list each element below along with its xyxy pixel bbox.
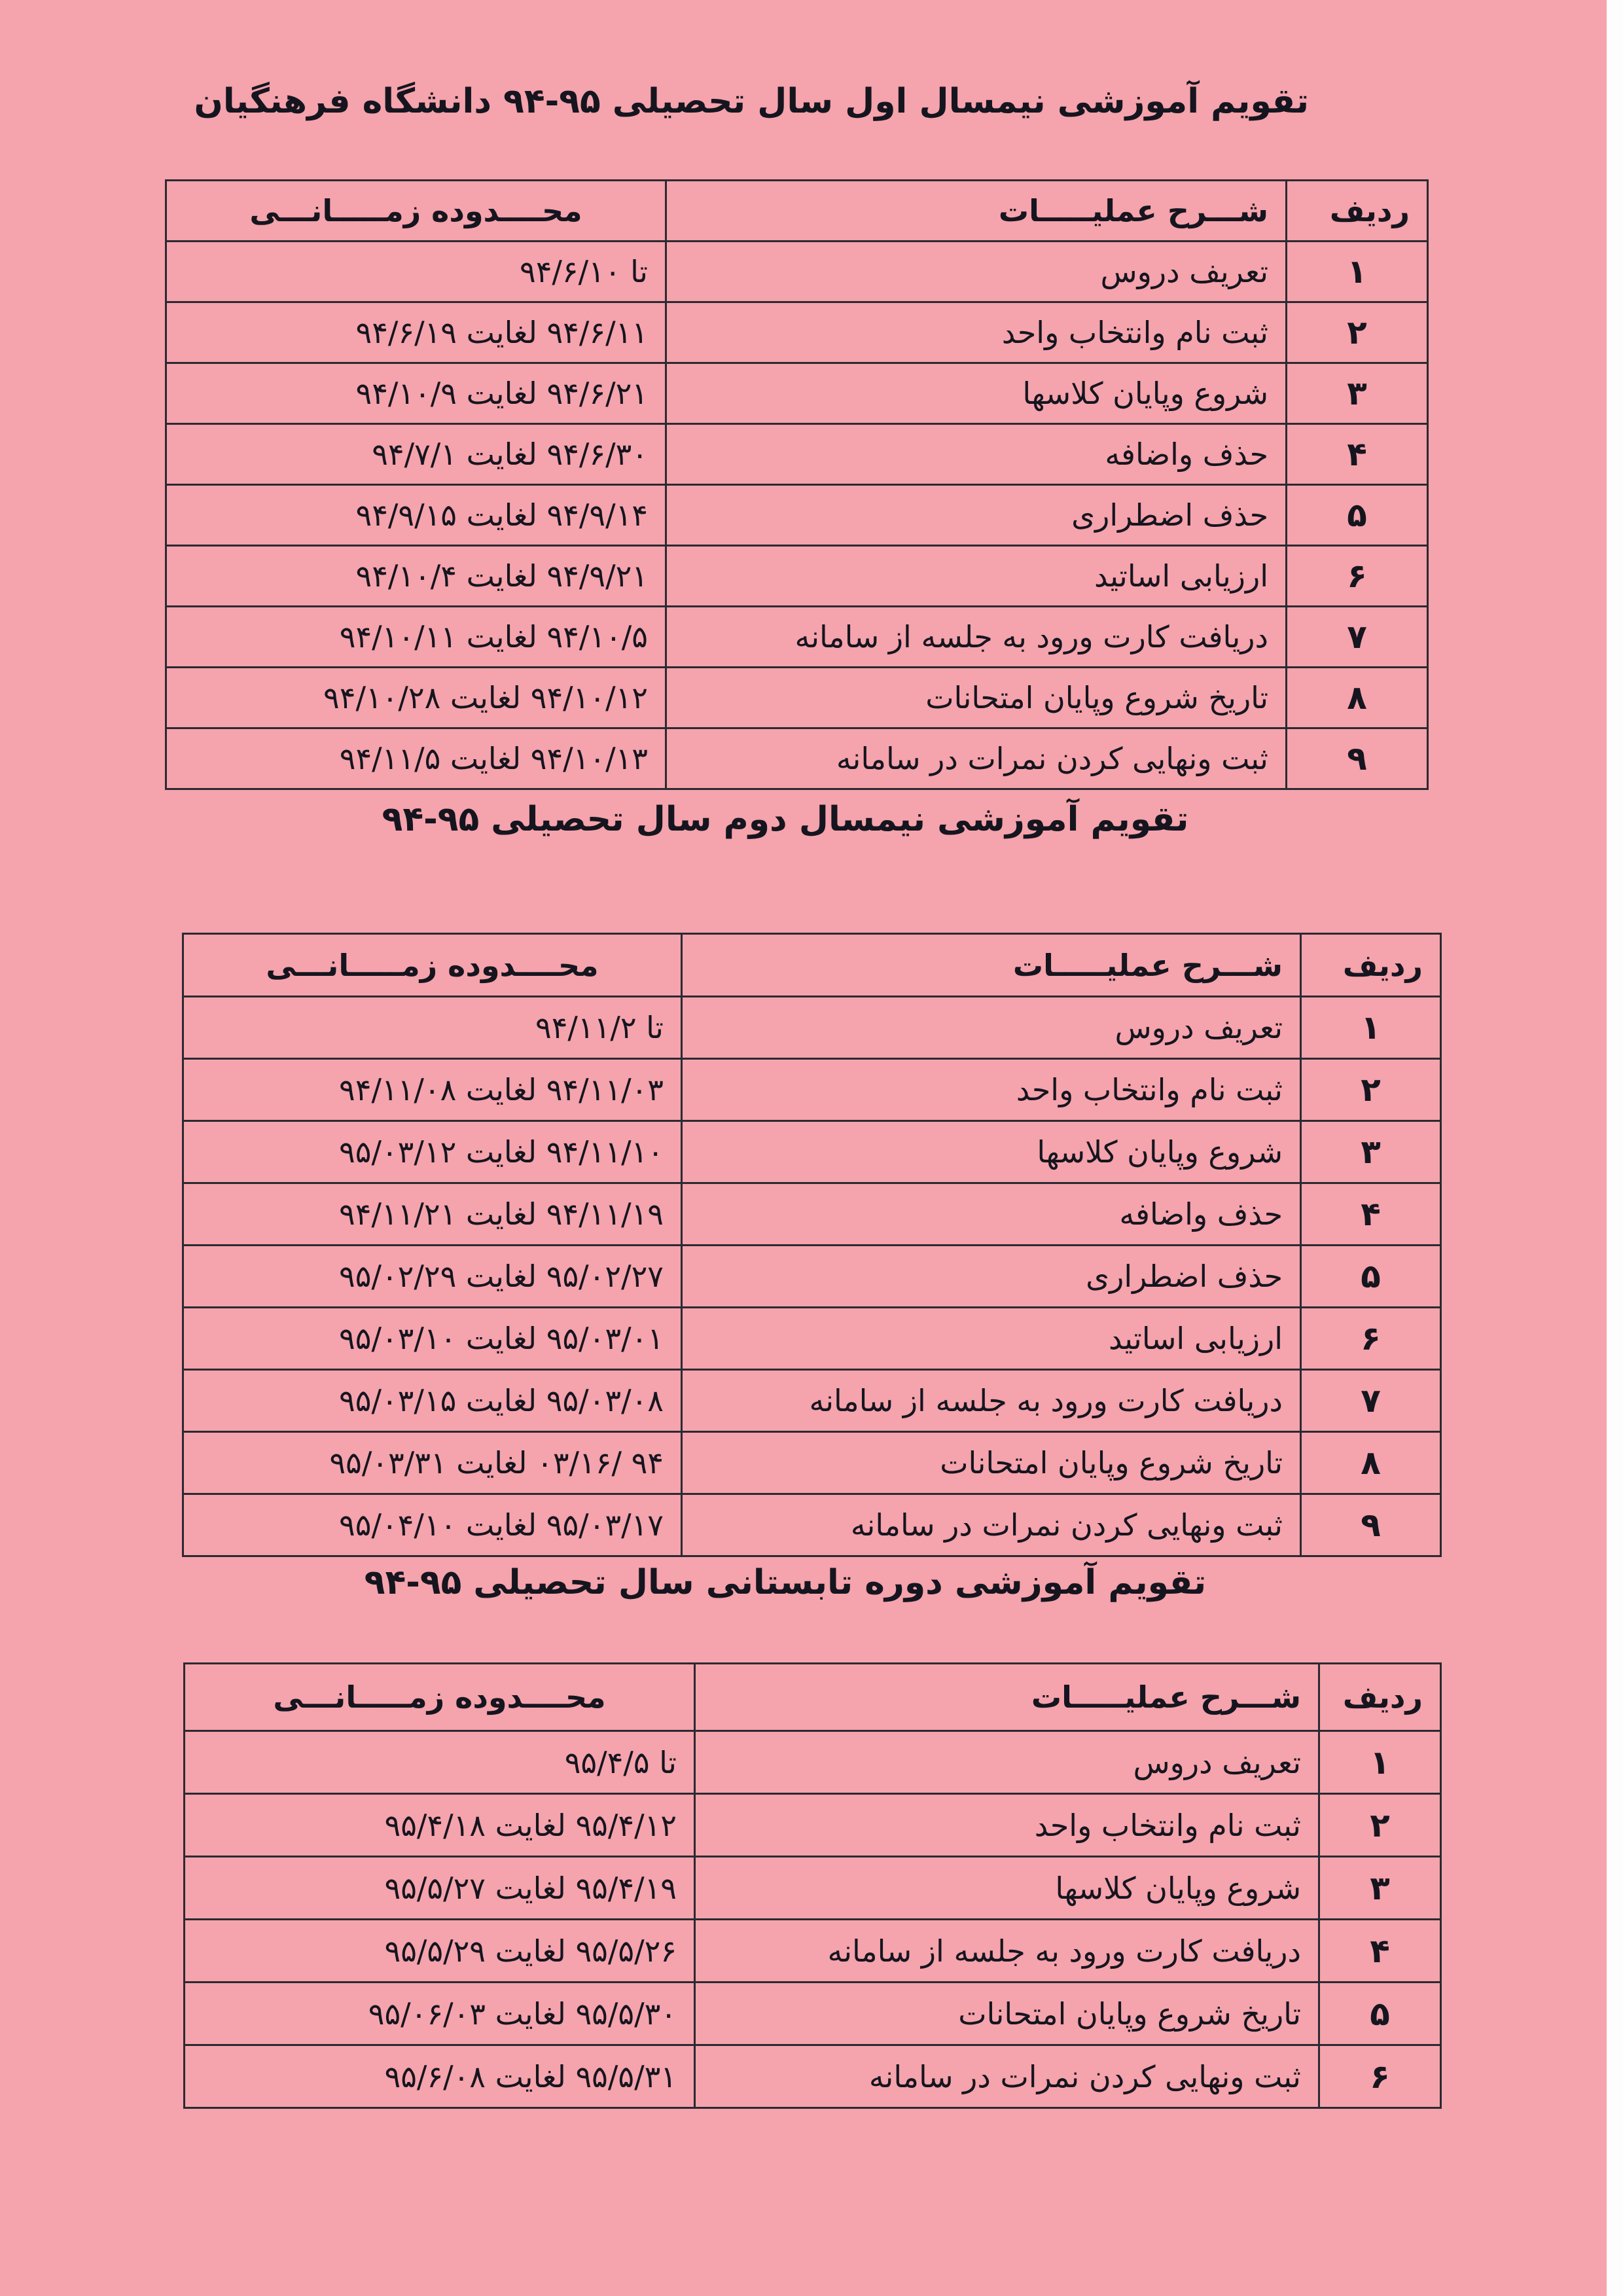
header-row-no: ردیف xyxy=(1287,181,1428,242)
row-description: تعریف دروس xyxy=(666,242,1287,302)
row-time-range: ۹۵/۵/۳۱ لغایت ۹۵/۶/۰۸ xyxy=(185,2045,695,2108)
row-time-range: تا ۹۵/۴/۵ xyxy=(185,1731,695,1794)
row-time-range: ۹۵/۰۲/۲۷ لغایت ۹۵/۰۲/۲۹ xyxy=(183,1246,682,1308)
row-description: شروع وپایان کلاسها xyxy=(695,1857,1319,1920)
section-1-title: تقویم آموزشی نیمسال اول سال تحصیلی ۹۵-۹۴ دانشگاه فرهنگیان xyxy=(194,82,1309,121)
row-time-range: ۹۵/۵/۳۰ لغایت ۹۵/۰۶/۰۳ xyxy=(185,1982,695,2045)
row-description: تعریف دروس xyxy=(682,997,1301,1059)
row-number: ۹ xyxy=(1287,728,1428,789)
row-time-range: ۹۴/۱۱/۱۰ لغایت ۹۵/۰۳/۱۲ xyxy=(183,1121,682,1183)
row-description: تاریخ شروع وپایان امتحانات xyxy=(682,1432,1301,1494)
header-description: شـــرح عملیـــــات xyxy=(695,1664,1319,1731)
header-time-range: محــــدوده زمـــــانـــی xyxy=(183,934,682,997)
table-row xyxy=(183,1059,1441,1121)
table-row xyxy=(183,1183,1441,1246)
row-description: ثبت نام وانتخاب واحد xyxy=(682,1059,1301,1121)
table-row xyxy=(185,1857,1441,1920)
row-number: ۶ xyxy=(1319,2045,1441,2108)
row-description: ثبت ونهایی کردن نمرات در سامانه xyxy=(682,1494,1301,1556)
table-header-row xyxy=(185,1664,1441,1731)
row-time-range: ۹۴/۱۰/۱۳ لغایت ۹۴/۱۱/۵ xyxy=(166,728,666,789)
row-description: حذف واضافه xyxy=(682,1183,1301,1246)
row-time-range: ۹۵/۰۳/۱۷ لغایت ۹۵/۰۴/۱۰ xyxy=(183,1494,682,1556)
section-1-table xyxy=(165,179,1429,790)
row-number: ۶ xyxy=(1287,546,1428,607)
header-row-no: ردیف xyxy=(1301,934,1441,997)
table-row xyxy=(166,302,1428,363)
table-row xyxy=(185,2045,1441,2108)
row-number: ۵ xyxy=(1287,485,1428,546)
table-row xyxy=(185,1731,1441,1794)
row-time-range: تا ۹۴/۶/۱۰ xyxy=(166,242,666,302)
row-time-range: ۹۴ /۰۳/۱۶ لغایت ۹۵/۰۳/۳۱ xyxy=(183,1432,682,1494)
header-time-range: محــــدوده زمـــــانـــی xyxy=(166,181,666,242)
row-description: حذف اضطراری xyxy=(682,1246,1301,1308)
row-time-range: ۹۵/۵/۲۶ لغایت ۹۵/۵/۲۹ xyxy=(185,1920,695,1982)
row-time-range: ۹۴/۱۰/۱۲ لغایت ۹۴/۱۰/۲۸ xyxy=(166,668,666,728)
table-row xyxy=(183,1432,1441,1494)
row-description: ثبت ونهایی کردن نمرات در سامانه xyxy=(695,2045,1319,2108)
row-number: ۷ xyxy=(1301,1370,1441,1432)
table-row xyxy=(166,242,1428,302)
row-time-range: ۹۴/۱۱/۰۳ لغایت ۹۴/۱۱/۰۸ xyxy=(183,1059,682,1121)
table-header-row xyxy=(166,181,1428,242)
row-description: ثبت نام وانتخاب واحد xyxy=(666,302,1287,363)
row-number: ۲ xyxy=(1301,1059,1441,1121)
section-3-title: تقویم آموزشی دوره تابستانی سال تحصیلی ۹۵-۹۴ xyxy=(364,1563,1207,1602)
row-description: دریافت کارت ورود به جلسه از سامانه xyxy=(695,1920,1319,1982)
row-number: ۶ xyxy=(1301,1308,1441,1370)
row-description: ارزیابی اساتید xyxy=(666,546,1287,607)
row-time-range: ۹۴/۹/۱۴ لغایت ۹۴/۹/۱۵ xyxy=(166,485,666,546)
row-number: ۳ xyxy=(1287,363,1428,424)
row-time-range: ۹۵/۰۳/۰۸ لغایت ۹۵/۰۳/۱۵ xyxy=(183,1370,682,1432)
row-number: ۷ xyxy=(1287,607,1428,668)
row-time-range: ۹۴/۶/۳۰ لغایت ۹۴/۷/۱ xyxy=(166,424,666,485)
row-number: ۳ xyxy=(1319,1857,1441,1920)
table-row xyxy=(183,1246,1441,1308)
row-number: ۴ xyxy=(1319,1920,1441,1982)
table-row xyxy=(183,1308,1441,1370)
row-time-range: ۹۴/۱۰/۵ لغایت ۹۴/۱۰/۱۱ xyxy=(166,607,666,668)
row-description: حذف اضطراری xyxy=(666,485,1287,546)
row-description: ارزیابی اساتید xyxy=(682,1308,1301,1370)
row-number: ۴ xyxy=(1287,424,1428,485)
row-time-range: ۹۴/۱۱/۱۹ لغایت ۹۴/۱۱/۲۱ xyxy=(183,1183,682,1246)
table-row xyxy=(166,546,1428,607)
row-time-range: ۹۴/۶/۱۱ لغایت ۹۴/۶/۱۹ xyxy=(166,302,666,363)
row-time-range: ۹۵/۴/۱۲ لغایت ۹۵/۴/۱۸ xyxy=(185,1794,695,1857)
row-description: تاریخ شروع وپایان امتحانات xyxy=(666,668,1287,728)
row-description: ثبت ونهایی کردن نمرات در سامانه xyxy=(666,728,1287,789)
table-row xyxy=(185,1794,1441,1857)
row-number: ۱ xyxy=(1287,242,1428,302)
table-row xyxy=(183,997,1441,1059)
row-number: ۲ xyxy=(1287,302,1428,363)
row-description: تعریف دروس xyxy=(695,1731,1319,1794)
section-3-table xyxy=(183,1662,1442,2109)
section-2-title: تقویم آموزشی نیمسال دوم سال تحصیلی ۹۵-۹۴ xyxy=(382,800,1189,839)
row-number: ۳ xyxy=(1301,1121,1441,1183)
table-row xyxy=(166,363,1428,424)
table-row xyxy=(166,607,1428,668)
row-description: حذف واضافه xyxy=(666,424,1287,485)
table-row xyxy=(166,668,1428,728)
row-number: ۵ xyxy=(1301,1246,1441,1308)
table-header-row xyxy=(183,934,1441,997)
row-description: ثبت نام وانتخاب واحد xyxy=(695,1794,1319,1857)
row-number: ۴ xyxy=(1301,1183,1441,1246)
row-number: ۹ xyxy=(1301,1494,1441,1556)
section-2-table xyxy=(182,933,1442,1557)
row-description: تاریخ شروع وپایان امتحانات xyxy=(695,1982,1319,2045)
row-time-range: ۹۵/۰۳/۰۱ لغایت ۹۵/۰۳/۱۰ xyxy=(183,1308,682,1370)
header-row-no: ردیف xyxy=(1319,1664,1441,1731)
row-time-range: تا ۹۴/۱۱/۲ xyxy=(183,997,682,1059)
table-row xyxy=(166,728,1428,789)
row-number: ۲ xyxy=(1319,1794,1441,1857)
table-row xyxy=(183,1121,1441,1183)
row-description: شروع وپایان کلاسها xyxy=(666,363,1287,424)
table-row xyxy=(183,1494,1441,1556)
header-description: شـــرح عملیـــــات xyxy=(682,934,1301,997)
row-description: شروع وپایان کلاسها xyxy=(682,1121,1301,1183)
table-row xyxy=(166,485,1428,546)
row-time-range: ۹۵/۴/۱۹ لغایت ۹۵/۵/۲۷ xyxy=(185,1857,695,1920)
row-number: ۱ xyxy=(1301,997,1441,1059)
table-row xyxy=(166,424,1428,485)
row-number: ۵ xyxy=(1319,1982,1441,2045)
header-description: شـــرح عملیـــــات xyxy=(666,181,1287,242)
table-row xyxy=(185,1982,1441,2045)
table-row xyxy=(183,1370,1441,1432)
row-number: ۸ xyxy=(1287,668,1428,728)
row-number: ۸ xyxy=(1301,1432,1441,1494)
row-time-range: ۹۴/۶/۲۱ لغایت ۹۴/۱۰/۹ xyxy=(166,363,666,424)
row-number: ۱ xyxy=(1319,1731,1441,1794)
row-description: دریافت کارت ورود به جلسه از سامانه xyxy=(666,607,1287,668)
header-time-range: محــــدوده زمـــــانـــی xyxy=(185,1664,695,1731)
row-description: دریافت کارت ورود به جلسه از سامانه xyxy=(682,1370,1301,1432)
table-row xyxy=(185,1920,1441,1982)
row-time-range: ۹۴/۹/۲۱ لغایت ۹۴/۱۰/۴ xyxy=(166,546,666,607)
